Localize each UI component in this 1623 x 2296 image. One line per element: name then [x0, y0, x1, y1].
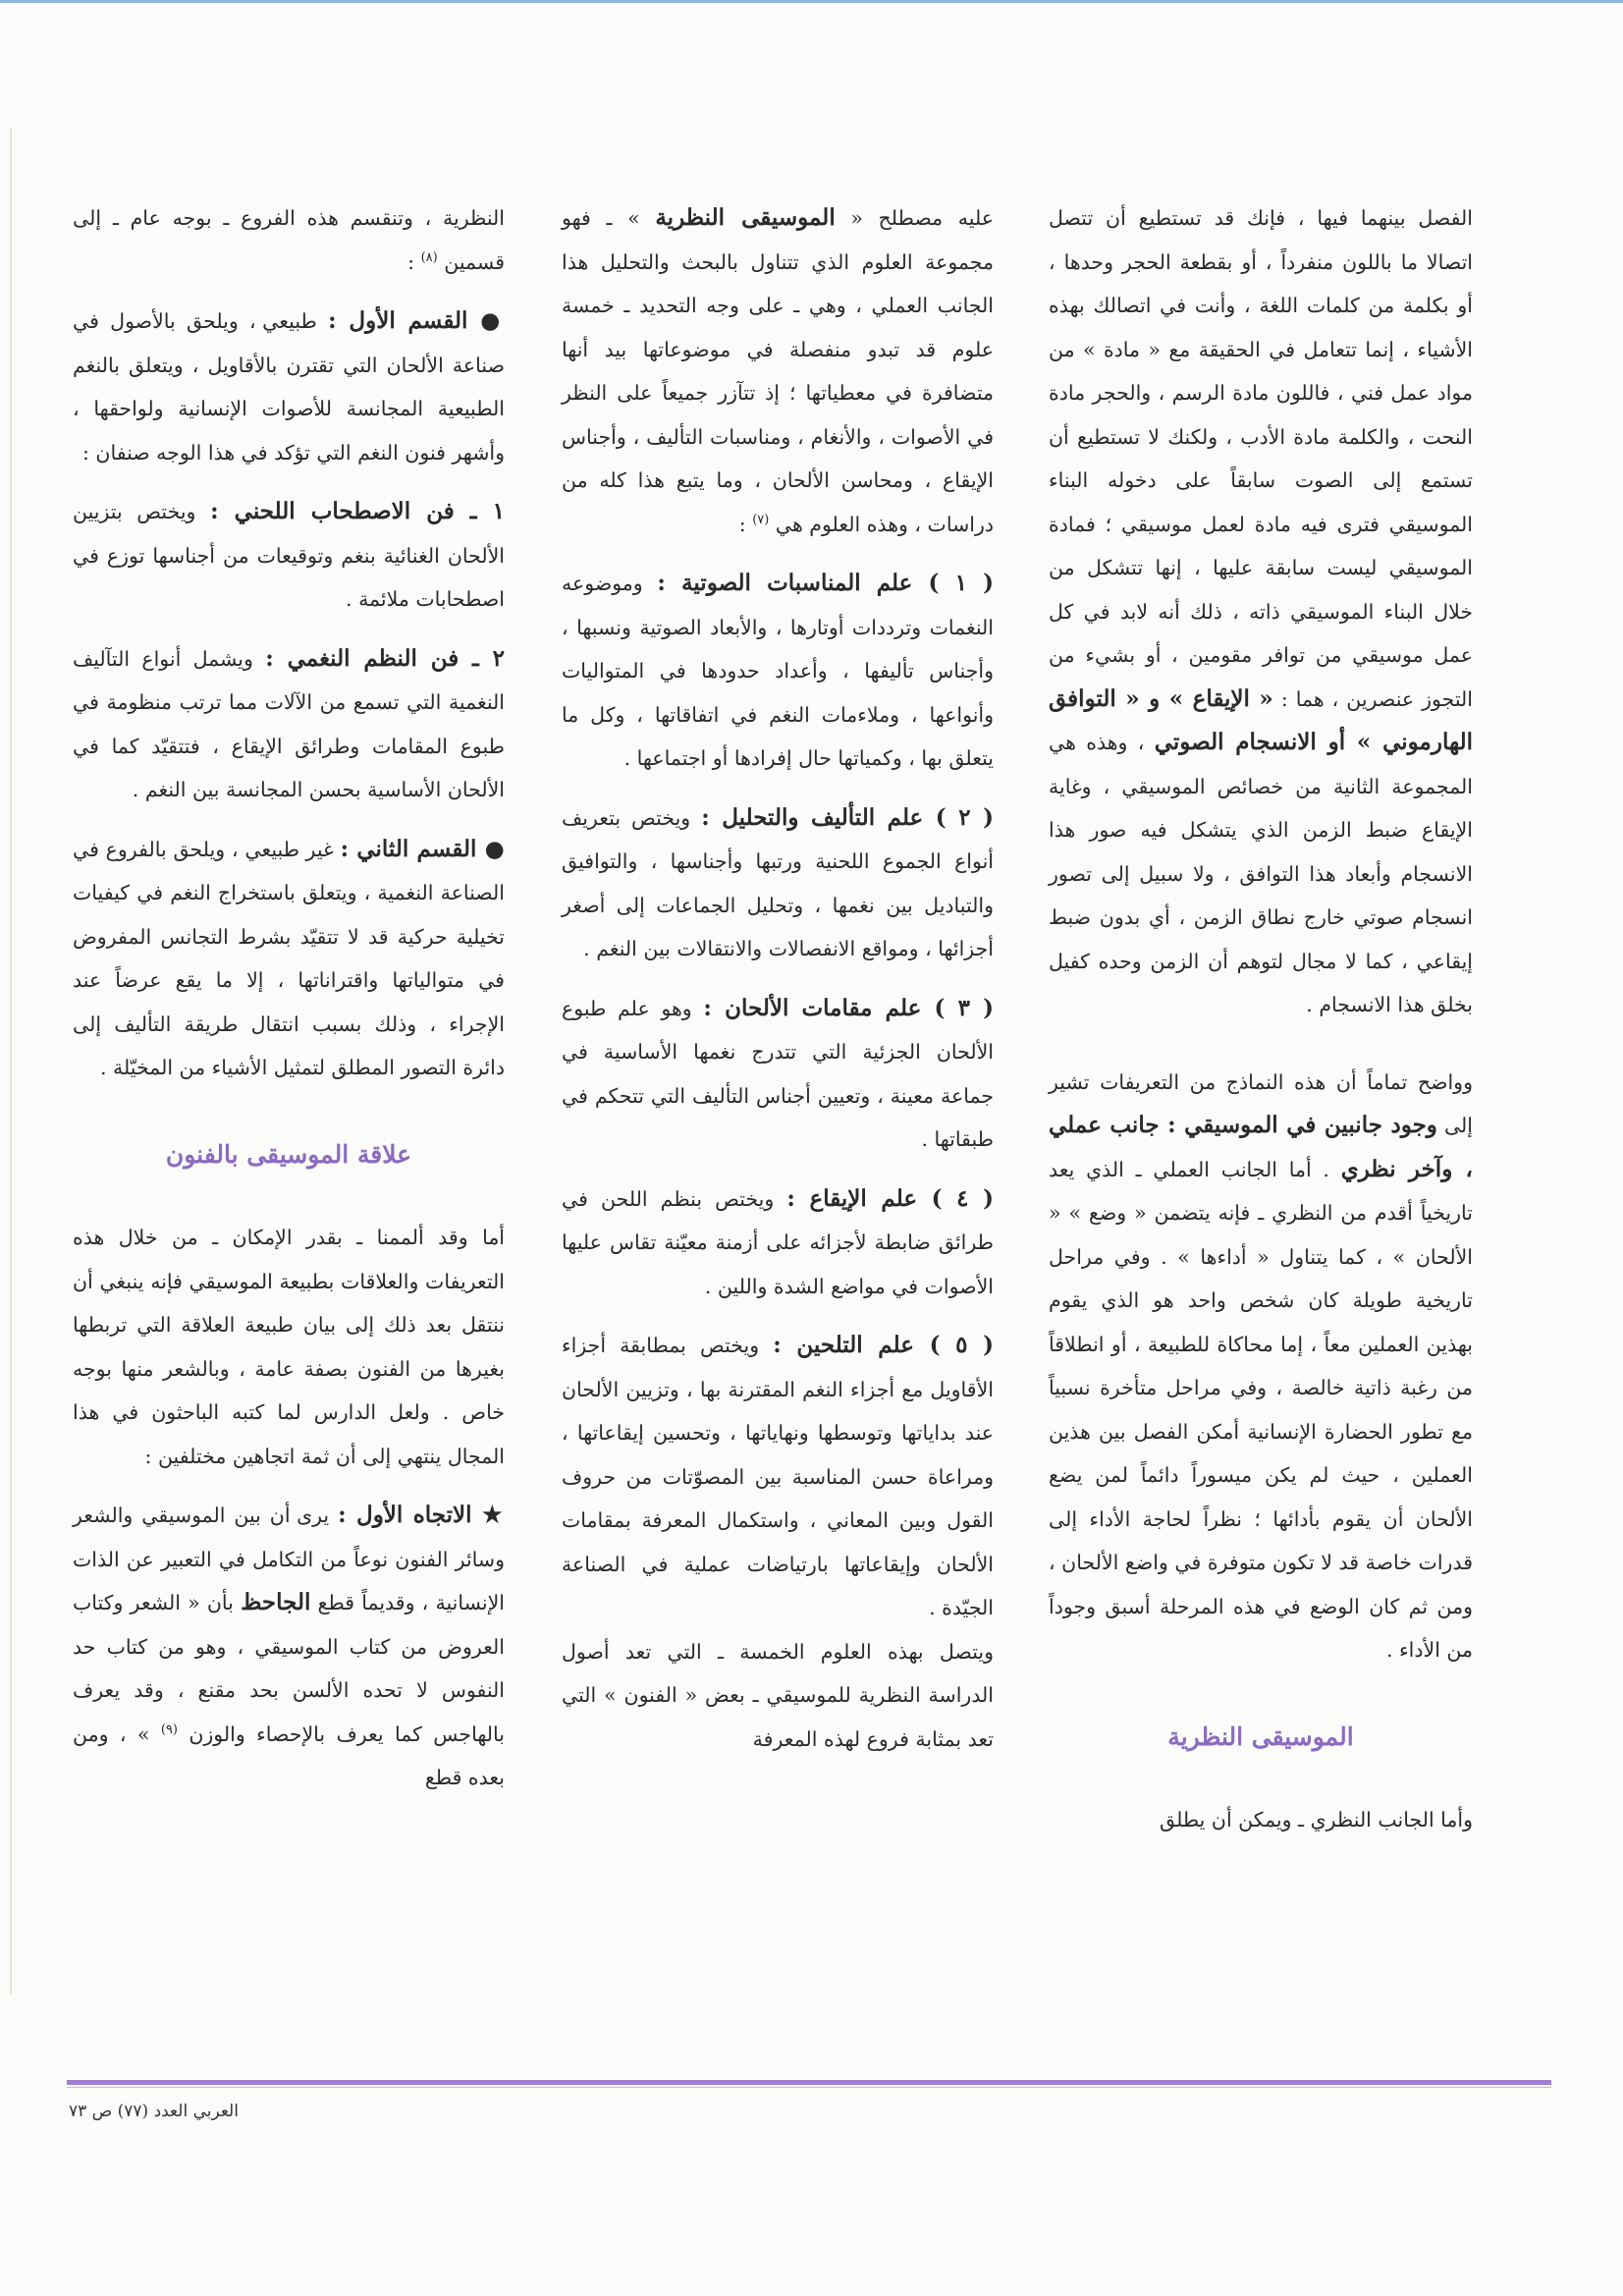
emphasis-text: الجاحظ: [241, 1589, 311, 1615]
science-item-1: [562, 562, 994, 781]
right-paragraph-2: [1049, 1061, 1473, 1672]
paragraph-text: ويتصل بهذه العلوم الخمسة ـ التي تعد أصول الدراسة النظرية للموسيقي ـ بعض « الفنون » التي تعد بمثابة فروع لهذه المعرفة: [562, 1639, 994, 1751]
science-item-4: [562, 1177, 994, 1309]
item-heading: ● القسم الثاني :: [340, 835, 506, 862]
paragraph-text: ، وهذه هي المجموعة الثانية من خصائص الموسيقي ، وغاية الإيقاع ضبط الزمن الذي يتشكل فيه صور هذا الانسجام وأبعاد هذا التوافق ، ولا سبيل إلى تصور انسجام صوتي خارج نطاق الزمن ، أي بدون ضبط إيقاعي ، كما لا مجال لتوهم أن الزمن وحده كفيل بخلق هذا الانسجام .: [1049, 731, 1473, 1016]
art-item-1: [73, 490, 505, 622]
footer-rule: [67, 2080, 1551, 2085]
item-heading: ( ٣ ) علم مقامات الألحان :: [703, 994, 994, 1021]
left-paragraph-2: [73, 1216, 505, 1478]
item-text: ويختص بمطابقة أجزاء الأقاويل مع أجزاء النغم المقترنة بها ، وتزيين الألحان عند بداياتها وتوسطها ونهاياتها ، وتحسين إيقاعاتها ، ومراعاة حسن المناسبة بين المصوّتات من حروف القول وبين المعاني ، واستكمال المعرفة بمقامات الألحان وإيقاعاتها بارتياضات عملية في الصناعة الجيّدة .: [562, 1334, 995, 1619]
item-heading: ( ٤ ) علم الإيقاع :: [786, 1184, 994, 1212]
paragraph-text: عليه مصطلح «: [850, 206, 994, 230]
item-heading: ★ الاتجاه الأول :: [338, 1502, 505, 1528]
right-paragraph-3: [1049, 1798, 1473, 1842]
item-text: بأن « الشعر وكتاب العروض من كتاب الموسيقي ، وهو من كتاب حد النفوس لا تحده الألسن بحد مقنع ، وقد يعرف بالهاجس كما يعرف بالإحصاء والوزن: [73, 1591, 505, 1746]
emphasis-text: وجود جانبين في الموسيقي : جانب عملي ، وآخر نظري: [1049, 1112, 1473, 1182]
paragraph-text: وأما الجانب النظري ـ ويمكن أن يطلق: [1159, 1808, 1473, 1831]
item-heading: ( ٥ ) علم التلحين :: [773, 1332, 995, 1358]
paragraph-text: وواضح تماماً أن هذه النماذج من التعريفات تشير إلى: [1049, 1069, 1473, 1137]
item-text: ويختص بتعريف أنواع الجموع اللحنية ورتبها وأجناسها ، والتوافيق والتباديل بين نغمها ، وتحليل الجماعات إلى أصغر أجزائها ، ومواقع الانفصالات والانتقالات بين النغم .: [562, 805, 994, 960]
paragraph-text: أما وقد ألممنا ـ بقدر الإمكان ـ من خلال هذه التعريفات والعلاقات بطبيعة الموسيقي فإنه ينبغي أن ننتقل بعد ذلك إلى بيان طبيعة العلاقة التي تربطها بغيرها من الفنون بصفة عامة ، وبالشعر منها بوجه خاص . ولعل الدارس لما كتبه الباحثون في هذا المجال ينتهي إلى أن ثمة اتجاهين مختلفين :: [73, 1226, 505, 1468]
column-right: [1049, 196, 1473, 1842]
emphasis-text: الموسيقى النظرية: [655, 204, 836, 231]
art-item-2: [73, 637, 505, 812]
item-text: يرى أن بين الموسيقي والشعر وسائر الفنون نوعاً من التكامل في التعبير عن الذات الإنسانية ، وقديماً قطع: [73, 1503, 505, 1614]
division-first: [73, 300, 505, 474]
margin-rule: [10, 128, 12, 1994]
item-text: ويختص بنظم اللحن في طرائق ضابطة لأجزائه على أزمنة معيّنة تقاس عليها الأصوات في مواضع الشدة واللين .: [562, 1186, 994, 1298]
item-text: طبيعي ، ويلحق بالأصول في صناعة الألحان التي تقترن بالأقاويل ، ويتعلق بالنغم الطبيعية المجانسة للأصوات الإنسانية ولواحقها ، وأشهر فنون النغم التي تؤكد في هذا الوجه صنفان :: [73, 309, 505, 465]
paragraph-text: :: [407, 249, 415, 274]
left-paragraph-1: [73, 196, 505, 284]
right-paragraph-1: [1049, 196, 1473, 1027]
paragraph-text: » ـ فهو مجموعة العلوم الذي تتناول بالبحث والتحليل هذا الجانب العملي ، وهي ـ على وجه التحديد ـ خمسة علوم قد تبدو منفصلة في موضوعاتها بيد أنها متضافرة في معطياتها ؛ إذ تتآزر جميعاً على النظر في الأصوات ، والأنغام ، ومناسبات التأليف ، وأجناس الإيقاع ، ومحاسن الألحان ، وما يتبع هذا كله من دراسات ، وهذه العلوم هي: [562, 206, 994, 536]
paragraph-text: :: [738, 512, 746, 536]
footnote-marker: (٧): [752, 512, 770, 527]
footnote-marker: (٩): [160, 1722, 178, 1737]
page-footer: العربي العدد (٧٧) ص ٧٣: [69, 2102, 239, 2121]
footnote-marker: (٨): [420, 249, 438, 265]
item-text: وموضوعه النغمات وترددات أوتارها ، والأبعاد الصوتية ونسبها ، وأجناس تأليفها ، وأعداد حدودها في المتواليات وأنواعها ، وملاءمات النغم في اتفاقاتها ، وكل ما يتعلق بها ، وكمياتها حال إفرادها أو اجتماعها .: [562, 572, 994, 770]
item-text: ويختص بتزيين الألحان الغنائية بنغم وتوقيعات من أجناسها توزع في اصطحابات ملائمة .: [73, 500, 505, 611]
section-heading: الموسيقى النظرية: [1167, 1722, 1354, 1751]
item-text: » ، ومن بعده قطع: [73, 1722, 505, 1789]
section-heading: علاقة الموسيقى بالفنون: [165, 1139, 412, 1169]
middle-paragraph-1: [562, 196, 994, 546]
paragraph-text: الفصل بينهما فيها ، فإنك قد تستطيع أن تتصل اتصالا ما باللون منفرداً ، أو بقطعة الحجر وحدها ، أو بكلمة من كلمات اللغة ، وأنت في اتصالك بهذه الأشياء ، إنما تتعامل في الحقيقة مع « مادة » من مواد عمل فني ، فاللون مادة الرسم ، والحجر مادة النحت ، والكلمة مادة الأدب ، ولكنك لا تستطيع أن تستمع إلى الصوت سابقاً على دخوله البناء الموسيقي فترى فيه مادة لعمل موسيقي ؛ فمادة الموسيقي ليست سابقة عليها ، إنها تتشكل من خلال البناء الموسيقي ذاته ، ذلك أنه لابد في كل عمل موسيقي من توافر مقومين ، أو بشيء من التجوز عنصرين ، هما :: [1049, 206, 1473, 711]
trend-first: [73, 1494, 505, 1800]
footer-rule-thin: [67, 2087, 1551, 2088]
item-heading: ١ ـ فن الاصطحاب اللحني :: [210, 498, 505, 524]
column-middle: [562, 196, 994, 1761]
division-second: [73, 828, 505, 1090]
middle-paragraph-last: [562, 1630, 994, 1762]
item-text: ويشمل أنواع التآليف النغمية التي تسمع من الآلات مما ترتب منظومة في طبوع المقامات وطرائق الإيقاع ، فتتقيّد كما في الألحان الأساسية بحسن المجانسة بين النغم .: [73, 646, 505, 801]
paragraph-text: النظرية ، وتنقسم هذه الفروع ـ بوجه عام ـ إلى قسمين: [73, 206, 505, 274]
column-left: [73, 196, 505, 1800]
science-item-2: [562, 796, 994, 971]
item-heading: ( ١ ) علم المناسبات الصوتية :: [657, 570, 994, 596]
science-item-5: [562, 1324, 994, 1630]
item-heading: ٢ ـ فن النظم النغمي :: [265, 644, 505, 672]
paragraph-text: . أما الجانب العملي ـ الذي يعد تاريخياً أقدم من النظري ـ فإنه يتضمن « وضع » « الألحان » ، كما يتناول « أداءها » . وفي مراحل تاريخية طويلة كان شخص واحد هو الذي يقوم بهذين العملين معاً ، إما محاكاة للطبيعة ، أو انطلاقاً من رغبة ذاتية خالصة ، وفي مراحل متأخرة نسبياً مع تطور الحضارة الإنسانية أمكن الفصل بين هذين العملين ، حيث لم يكن ميسوراً دائماً لمن يضع الألحان أن يقوم بأدائها ؛ نظراً لحاجة الأداء إلى قدرات خاصة قد لا تكون متوفرة في واضع الألحان ، ومن ثم كان الوضع في هذه المرحلة أسبق وجوداً من الأداء .: [1049, 1157, 1473, 1662]
science-item-3: [562, 987, 994, 1162]
item-text: غير طبيعي ، ويلحق بالفروع في الصناعة النغمية ، ويتعلق باستخراج النغم في كيفيات تخيلية حركية قد لا تتقيّد بشرط التجانس المفروض في متوالياتها واقتراناتها ، إلا ما يقع عرضاً عند الإجراء ، وذلك بسبب انتقال طريقة التأليف إلى دائرة التصور المطلق لتمثيل الأشياء من المخيّلة .: [73, 837, 505, 1079]
item-text: وهو علم طبوع الألحان الجزئية التي تتدرج نغمها الأساسية في جماعة معينة ، وتعيين أجناس التأليف التي تتحكم في طبقاتها .: [562, 996, 994, 1151]
top-border-rule: [0, 0, 1623, 3]
emphasis-text: « الإيقاع » و « التوافق الهارموني » أو الانسجام الصوتي: [1049, 684, 1473, 755]
item-heading: ● القسم الأول :: [328, 307, 505, 334]
item-heading: ( ٢ ) علم التأليف والتحليل :: [701, 803, 994, 831]
